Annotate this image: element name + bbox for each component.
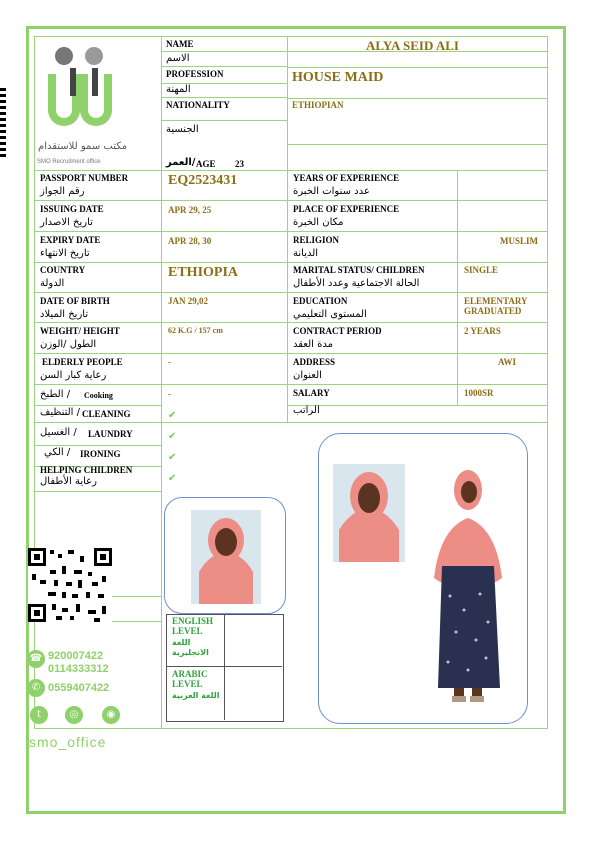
label-cleaning: CLEANING — [82, 409, 131, 419]
phone-toll[interactable]: 920007422 — [48, 650, 104, 662]
candidate-nationality: ETHIOPIAN — [292, 100, 344, 110]
label-passport-ar: رقم الجواز — [40, 186, 85, 197]
label-address: ADDRESS — [293, 357, 336, 367]
snapchat-icon[interactable]: ◉ — [102, 706, 120, 724]
label-cooking: Cooking — [84, 391, 113, 400]
label-experience-ar: عدد سنوات الخبرة — [293, 186, 370, 197]
label-passport: PASSPORT NUMBER — [40, 173, 129, 183]
label-expiry-ar: تاريخ الانتهاء — [40, 248, 90, 259]
label-education-ar: المستوى التعليمي — [293, 309, 367, 320]
label-education: EDUCATION — [293, 296, 348, 306]
country-value: ETHIOPIA — [168, 265, 239, 280]
phone-icon: ☎ — [27, 650, 45, 668]
label-dob: DATE OF BIRTH — [40, 296, 110, 306]
label-profession-ar: المهنة — [166, 84, 191, 95]
cleaning-check-icon: ✔ — [168, 410, 177, 421]
side-marker — [0, 88, 6, 158]
cooking-value: - — [168, 389, 171, 399]
candidate-name: ALYA SEID ALI — [366, 38, 459, 53]
expiry-value: APR 28, 30 — [168, 236, 212, 246]
label-country: COUNTRY — [40, 265, 86, 275]
salary-value: 1000SR — [464, 388, 494, 398]
label-helping-ar: رعاية الأطفال — [40, 476, 97, 487]
address-value: AWI — [498, 357, 517, 367]
label-laundry-ar: الغسيل / — [40, 427, 77, 438]
label-religion-ar: الديانة — [293, 248, 319, 259]
phone-land[interactable]: 0114333312 — [48, 663, 109, 675]
label-address-ar: العنوان — [293, 370, 322, 381]
label-age-ar: العمر/ — [166, 157, 196, 168]
marital-value: SINGLE — [464, 265, 499, 275]
portrait-photo — [191, 510, 261, 604]
label-nationality-ar: الجنسية — [166, 124, 199, 135]
helping-check-icon: ✔ — [168, 473, 177, 484]
label-weight-ar: الطول /الوزن — [40, 339, 97, 350]
label-cooking-ar: الطبخ / — [40, 389, 71, 400]
label-name-ar: الاسم — [166, 53, 190, 64]
instagram-icon[interactable]: ◎ — [65, 706, 83, 724]
label-english-ar: اللغة الانجليزية — [172, 638, 209, 657]
religion-value: MUSLIM — [500, 236, 538, 246]
label-marital-ar: الحالة الاجتماعية وعدد الأطفال — [293, 278, 420, 289]
label-arabic: ARABIC LEVEL — [172, 669, 208, 689]
passport-value: EQ2523431 — [168, 173, 238, 188]
whatsapp-number[interactable]: 0559407422 — [48, 682, 110, 694]
label-contract: CONTRACT PERIOD — [293, 326, 382, 336]
label-weight: WEIGHT/ HEIGHT — [40, 326, 120, 336]
label-contract-ar: مدة العقد — [293, 339, 333, 350]
twitter-icon[interactable]: t — [30, 706, 48, 724]
label-marital: MARITAL STATUS/ CHILDREN — [293, 265, 425, 275]
label-name: NAME — [166, 39, 194, 49]
age-value: 23 — [235, 159, 244, 169]
label-ironing: IRONING — [80, 449, 121, 459]
issuing-value: APR 29, 25 — [168, 205, 212, 215]
label-issuing-ar: تاريخ الاصدار — [40, 217, 93, 228]
contract-value: 2 YEARS — [464, 326, 501, 336]
whatsapp-icon: ✆ — [27, 679, 45, 697]
label-dob-ar: تاريخ الميلاد — [40, 309, 89, 320]
label-issuing: ISSUING DATE — [40, 204, 104, 214]
label-elderly: ELDERLY PEOPLE — [42, 357, 123, 367]
label-country-ar: الدولة — [40, 278, 65, 289]
logo-text-ar: مكتب سمو للاستقدام — [38, 141, 128, 152]
label-elderly-ar: رعاية كبار السن — [40, 370, 107, 381]
ironing-check-icon: ✔ — [168, 452, 177, 463]
candidate-profession: HOUSE MAID — [292, 70, 384, 85]
label-ironing-ar: الكي / — [44, 447, 71, 458]
education-value: ELEMENTARY GRADUATED — [464, 296, 528, 316]
label-salary: SALARY — [293, 388, 330, 398]
dob-value: JAN 29,02 — [168, 296, 208, 306]
label-religion: RELIGION — [293, 235, 340, 245]
social-handle[interactable]: smo_office — [29, 734, 107, 750]
full-body-photo — [430, 466, 506, 706]
label-cleaning-ar: التنظيف / — [40, 407, 80, 418]
label-arabic-ar: اللغة العربية — [172, 691, 220, 700]
label-expiry: EXPIRY DATE — [40, 235, 101, 245]
label-age: AGE — [196, 159, 216, 169]
qr-code — [28, 548, 112, 622]
label-helping: HELPING CHILDREN — [40, 465, 133, 475]
label-english: ENGLISH LEVEL — [172, 616, 214, 636]
label-experience: YEARS OF EXPERIENCE — [293, 173, 400, 183]
label-place-ar: مكان الخبرة — [293, 217, 344, 228]
label-nationality: NATIONALITY — [166, 100, 230, 110]
label-profession: PROFESSION — [166, 69, 224, 79]
logo-text-en: SMO Recruitment office — [37, 159, 101, 165]
label-laundry: LAUNDRY — [88, 429, 133, 439]
laundry-check-icon: ✔ — [168, 431, 177, 442]
elderly-value: - — [168, 357, 171, 367]
portrait-photo-2 — [333, 464, 405, 562]
label-salary-ar: الراتب — [293, 405, 320, 416]
label-place: PLACE OF EXPERIENCE — [293, 204, 400, 214]
weight-value: 62 K.G / 157 cm — [168, 326, 223, 335]
